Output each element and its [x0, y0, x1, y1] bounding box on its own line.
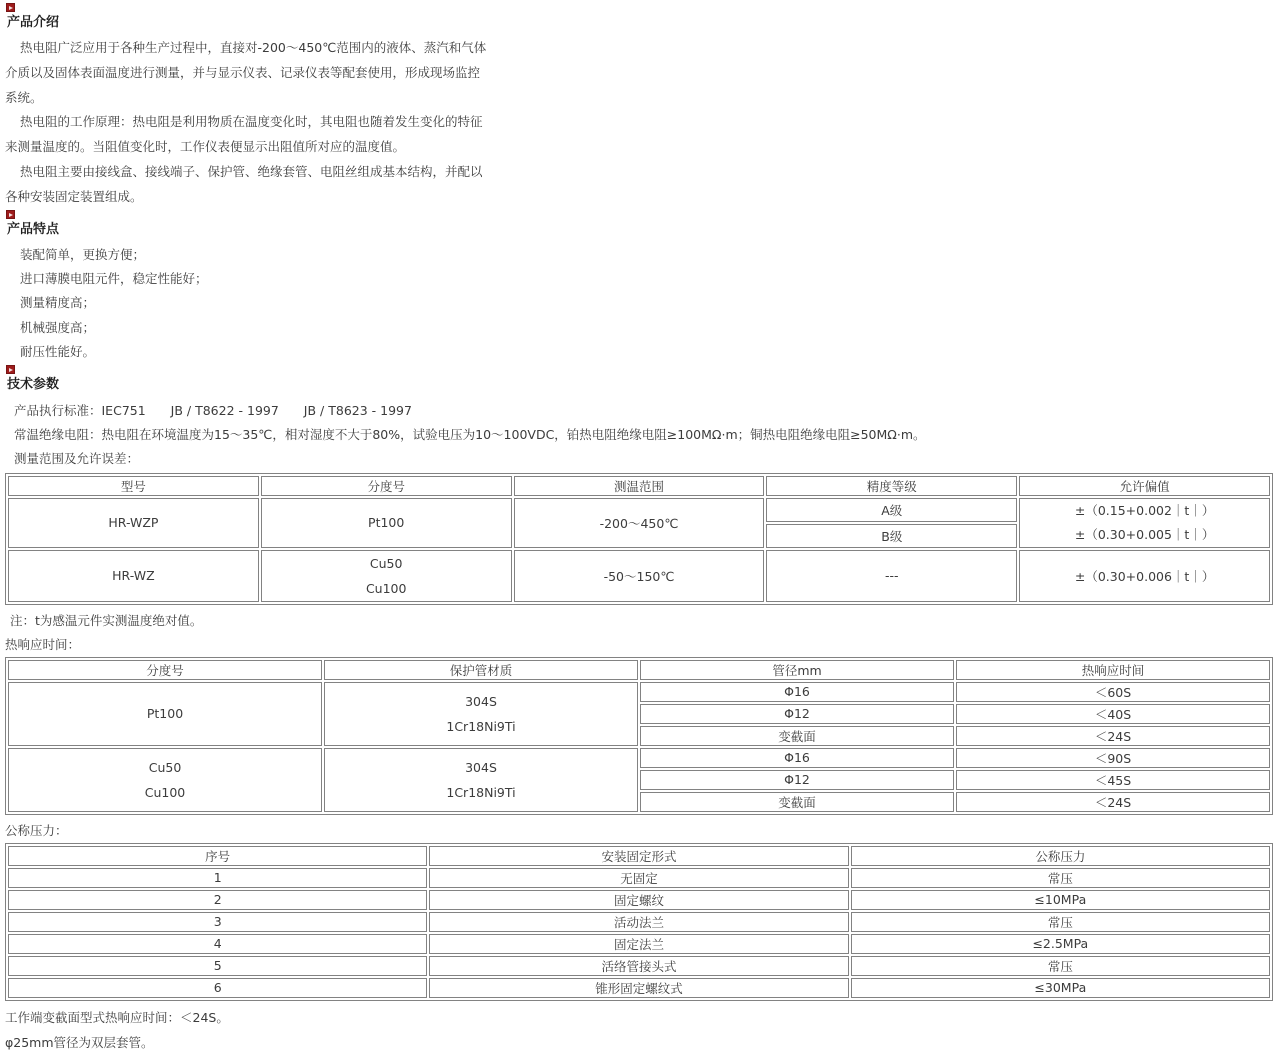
deviation-a: ±（0.15+0.002｜t｜） [1074, 502, 1215, 518]
cell-diameter: 变截面 [640, 726, 954, 746]
cell-time: ＜90S [956, 748, 1270, 768]
section-marker-icon [6, 365, 15, 374]
table-header-row [8, 476, 1270, 496]
cell-deviation: ±（0.30+0.006｜t｜） [1019, 550, 1270, 602]
thermal-response-table [5, 657, 1273, 815]
feature-list [5, 243, 1278, 365]
header-cell-deviation: 允许偏值 [1019, 476, 1270, 496]
cell-grade-a: A级 [766, 498, 1017, 522]
cell-diameter: Φ12 [640, 704, 954, 724]
intro-line: 热电阻主要由接线盒、接线端子、保护管、绝缘套管、电阻丝组成基本结构，并配以 [20, 163, 483, 179]
table-header-row [8, 846, 1270, 866]
feature-item: 进口薄膜电阻元件，稳定性能好； [20, 270, 208, 286]
deviation-b: ±（0.30+0.005｜t｜） [1074, 526, 1215, 542]
material-1cr18ni9ti: 1Cr18Ni9Ti [446, 784, 516, 800]
cell-no: 5 [8, 956, 427, 976]
graduation-cu100: Cu100 [144, 784, 186, 800]
product-document [5, 3, 1278, 1051]
table-note: 注：t为感温元件实测温度绝对值。 [10, 612, 203, 628]
header-cell-time: 热响应时间 [956, 660, 1270, 680]
feature-item: 装配简单，更换方便； [20, 246, 146, 262]
response-table-label: 热响应时间： [5, 636, 81, 652]
header-cell-graduation: 分度号 [261, 476, 512, 496]
cell-pressure: ≤10MPa [851, 890, 1270, 910]
cell-deviation [1019, 498, 1270, 548]
cell-pressure: 常压 [851, 912, 1270, 932]
section-title-features: 产品特点 [7, 221, 60, 237]
cell-model: HR-WZP [8, 498, 259, 548]
table-header-row [8, 660, 1270, 680]
header-cell-diameter: 管径mm [640, 660, 954, 680]
cell-mounting: 活动法兰 [429, 912, 848, 932]
cell-graduation-cu [8, 748, 322, 812]
spec-insulation-line: 常温绝缘电阻：热电阻在环境温度为15～35℃，相对湿度不大于80%，试验电压为10～100VDC，铂热电阻绝缘电阻≥100MΩ·m；铜热电阻绝缘电阻≥50MΩ·m。 [14, 426, 926, 442]
range-deviation-table [5, 473, 1273, 605]
footer-sleeve-note: φ25mm管径为双层套管。 [5, 1034, 154, 1050]
cell-no: 2 [8, 890, 427, 910]
table-row [8, 748, 1270, 768]
table-row [8, 978, 1270, 998]
header-cell-mounting: 安装固定形式 [429, 846, 848, 866]
table-row [8, 682, 1270, 702]
cell-range: -50～150℃ [514, 550, 765, 602]
section-title-intro: 产品介绍 [7, 15, 60, 30]
cell-diameter: Φ16 [640, 682, 954, 702]
spec-standard-line: 产品执行标准：IEC751 JB / T8622 - 1997 JB / T8623 - 1997 [14, 402, 412, 418]
cell-material [324, 682, 638, 746]
header-cell-model: 型号 [8, 476, 259, 496]
cell-model: HR-WZ [8, 550, 259, 602]
table-row [8, 912, 1270, 932]
header-cell-grade: 精度等级 [766, 476, 1017, 496]
pressure-table-label: 公称压力： [5, 822, 68, 838]
graduation-cu50: Cu50 [148, 759, 182, 775]
intro-line: 各种安装固定装置组成。 [5, 188, 143, 204]
intro-line: 系统。 [5, 89, 43, 105]
section-features [5, 210, 1278, 365]
cell-no: 4 [8, 934, 427, 954]
graduation-cu50: Cu50 [369, 555, 403, 571]
cell-diameter: Φ12 [640, 770, 954, 790]
material-1cr18ni9ti: 1Cr18Ni9Ti [446, 718, 516, 734]
table-row [8, 956, 1270, 976]
cell-mounting: 无固定 [429, 868, 848, 888]
material-304s: 304S [465, 759, 497, 775]
section-title-specs: 技术参数 [7, 376, 60, 392]
cell-mounting: 固定法兰 [429, 934, 848, 954]
feature-item: 耐压性能好。 [20, 344, 96, 360]
intro-line: 来测量温度的。当阻值变化时，工作仪表便显示出阻值所对应的温度值。 [5, 139, 406, 155]
specs-text [5, 399, 1278, 471]
cell-pressure: ≤2.5MPa [851, 934, 1270, 954]
header-cell-material: 保护管材质 [324, 660, 638, 680]
cell-grade-b: B级 [766, 524, 1017, 548]
intro-line: 热电阻广泛应用于各种生产过程中，直接对-200～450℃范围内的液体、蒸汽和气体 [20, 40, 487, 55]
section-specs [5, 365, 1278, 1051]
table-row [8, 868, 1270, 888]
cell-mounting: 固定螺纹 [429, 890, 848, 910]
section-marker-icon [6, 210, 15, 219]
cell-graduation: Pt100 [261, 498, 512, 548]
cell-no: 3 [8, 912, 427, 932]
header-cell-graduation: 分度号 [8, 660, 322, 680]
section-intro [5, 3, 1278, 210]
cell-pressure: 常压 [851, 956, 1270, 976]
cell-grade: --- [766, 550, 1017, 602]
cell-time: ＜45S [956, 770, 1270, 790]
cell-range: -200～450℃ [514, 498, 765, 548]
cell-material [324, 748, 638, 812]
section-marker-icon [6, 3, 15, 12]
header-cell-pressure: 公称压力 [851, 846, 1270, 866]
cell-no: 1 [8, 868, 427, 888]
feature-item: 测量精度高； [20, 295, 96, 311]
cell-no: 6 [8, 978, 427, 998]
cell-mounting: 活络管接头式 [429, 956, 848, 976]
intro-line: 热电阻的工作原理：热电阻是利用物质在温度变化时，其电阻也随着发生变化的特征 [20, 114, 483, 130]
intro-line: 介质以及固体表面温度进行测量，并与显示仪表、记录仪表等配套使用，形成现场监控 [5, 64, 481, 80]
footer-response-note: 工作端变截面型式热响应时间：＜24S。 [5, 1009, 229, 1025]
header-cell-no: 序号 [8, 846, 427, 866]
cell-time: ＜24S [956, 726, 1270, 746]
cell-pressure: 常压 [851, 868, 1270, 888]
cell-mounting: 锥形固定螺纹式 [429, 978, 848, 998]
material-304s: 304S [465, 693, 497, 709]
table-row [8, 934, 1270, 954]
graduation-cu100: Cu100 [365, 580, 407, 596]
cell-graduation [261, 550, 512, 602]
table-row [8, 890, 1270, 910]
cell-diameter: Φ16 [640, 748, 954, 768]
intro-paragraphs [5, 36, 1278, 210]
table-row-wzp-a [8, 498, 1270, 522]
table-row-wz [8, 550, 1270, 602]
cell-time: ＜24S [956, 792, 1270, 812]
cell-time: ＜60S [956, 682, 1270, 702]
spec-range-label: 测量范围及允许误差： [14, 450, 140, 466]
nominal-pressure-table [5, 843, 1273, 1001]
cell-pressure: ≤30MPa [851, 978, 1270, 998]
header-cell-range: 测温范围 [514, 476, 765, 496]
cell-diameter: 变截面 [640, 792, 954, 812]
feature-item: 机械强度高； [20, 319, 96, 335]
cell-time: ＜40S [956, 704, 1270, 724]
cell-graduation-pt100: Pt100 [8, 682, 322, 746]
